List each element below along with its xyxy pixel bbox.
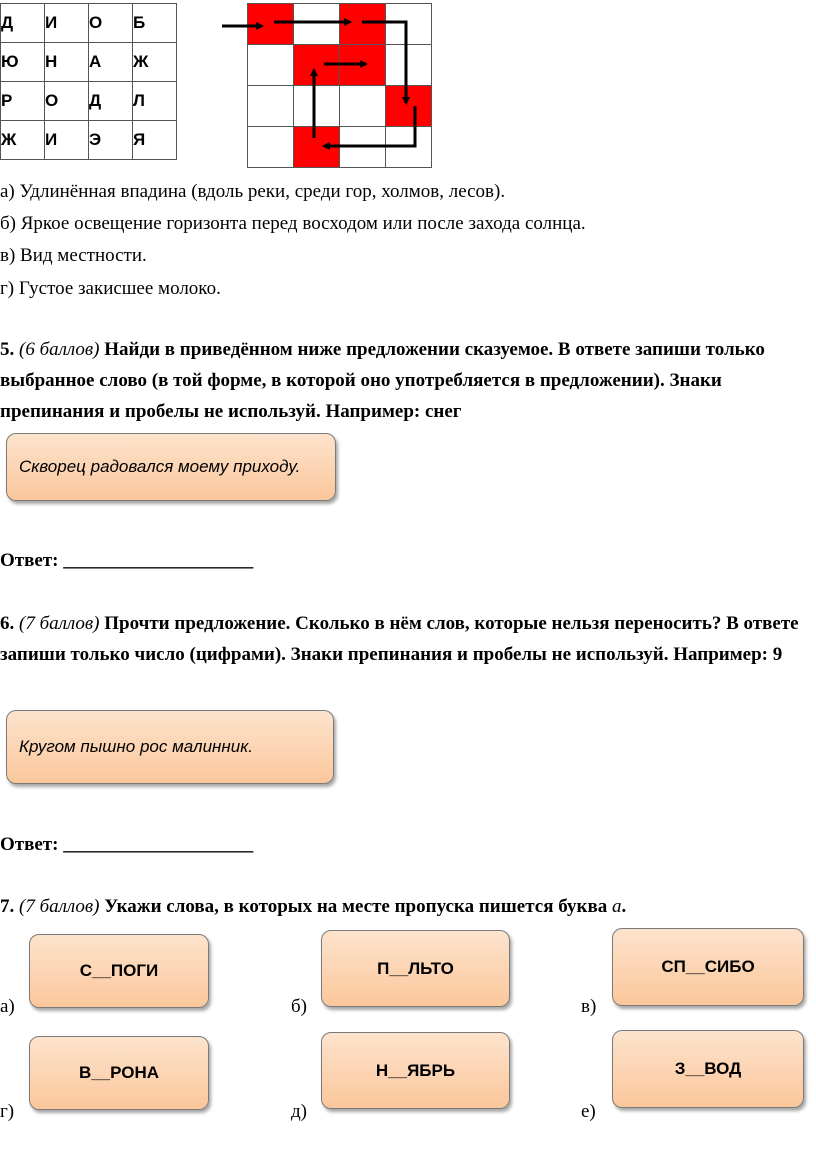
grid-cell: Р <box>1 82 45 121</box>
grid-cell: Н <box>45 43 89 82</box>
question-6 <box>0 608 816 670</box>
arrow <box>362 22 406 103</box>
sentence-box <box>6 433 336 501</box>
word-text: П__ЛЬТО <box>377 958 454 978</box>
path-arrows <box>0 0 460 170</box>
grid-cell: О <box>89 4 133 43</box>
word-card <box>29 1036 209 1110</box>
question-number: 7. <box>0 896 15 917</box>
question-7 <box>0 891 816 922</box>
grid-cell: И <box>45 4 89 43</box>
sentence-text: Кругом пышно рос малинник. <box>19 737 253 756</box>
question-text: Укажи слова, в которых на месте пропуска пишется буква <box>104 896 608 917</box>
answer-line: Ответ: ____________________ <box>0 550 254 571</box>
question-letter: а <box>611 896 622 917</box>
option-label: е) <box>581 1101 596 1122</box>
question-end: . <box>621 896 627 917</box>
word-text: С__ПОГИ <box>79 961 159 980</box>
grid-cell: Л <box>133 82 177 121</box>
question-points: (7 баллов) <box>19 896 100 917</box>
option-label: г) <box>0 1101 15 1122</box>
question-points: (6 баллов) <box>19 339 100 360</box>
grid-cell: И <box>45 121 89 160</box>
question-number: 5. <box>0 339 15 360</box>
definition-c: в) Вид местности. <box>0 245 147 266</box>
question-5 <box>0 334 816 427</box>
sentence-box <box>6 710 334 784</box>
word-text: СП__СИБО <box>661 957 755 976</box>
definition-b: б) Яркое освещение горизонта перед восходом или после захода солнца. <box>0 213 586 234</box>
grid-cell: Ю <box>1 43 45 82</box>
grid-cell: О <box>45 82 89 121</box>
grid-cell: А <box>89 43 133 82</box>
option-label: в) <box>581 996 597 1017</box>
word-card <box>612 1030 804 1108</box>
grid-cell: Э <box>89 121 133 160</box>
word-text: З__ВОД <box>674 1059 742 1078</box>
question-text: Найди в приведённом ниже предложении сказуемое. В ответе запиши только выбранное слово (в той форме, в которой оно употребляется в предложении). Знаки препинания и пробелы не используй. Например: снег <box>0 339 765 422</box>
grid-cell: Б <box>133 4 177 43</box>
arrow <box>324 106 415 146</box>
grid-cell: Д <box>89 82 133 121</box>
question-points: (7 баллов) <box>19 613 100 634</box>
word-text: Н__ЯБРЬ <box>375 1060 456 1080</box>
option-label: б) <box>291 996 307 1017</box>
word-card <box>321 930 510 1007</box>
option-label: д) <box>291 1101 307 1122</box>
grid-cell: Я <box>133 121 177 160</box>
sentence-text: Скворец радовался моему приходу. <box>19 457 301 476</box>
grid-cell: Ж <box>133 43 177 82</box>
definition-d: г) Густое закисшее молоко. <box>0 278 221 299</box>
word-text: В__РОНА <box>78 1063 160 1082</box>
question-number: 6. <box>0 613 15 634</box>
grid-cell: Ж <box>1 121 45 160</box>
word-card <box>29 934 209 1008</box>
option-label: а) <box>0 996 15 1017</box>
word-card <box>321 1032 510 1109</box>
word-card <box>612 928 804 1006</box>
grid-cell: Д <box>1 4 45 43</box>
definition-a: а) Удлинённая впадина (вдоль реки, среди гор, холмов, лесов). <box>0 181 506 202</box>
answer-line: Ответ: ____________________ <box>0 834 254 855</box>
question-text: Прочти предложение. Сколько в нём слов, которые нельзя переносить? В ответе запиши только число (цифрами). Знаки препинания и пробелы не используй. Например: 9 <box>0 613 799 665</box>
